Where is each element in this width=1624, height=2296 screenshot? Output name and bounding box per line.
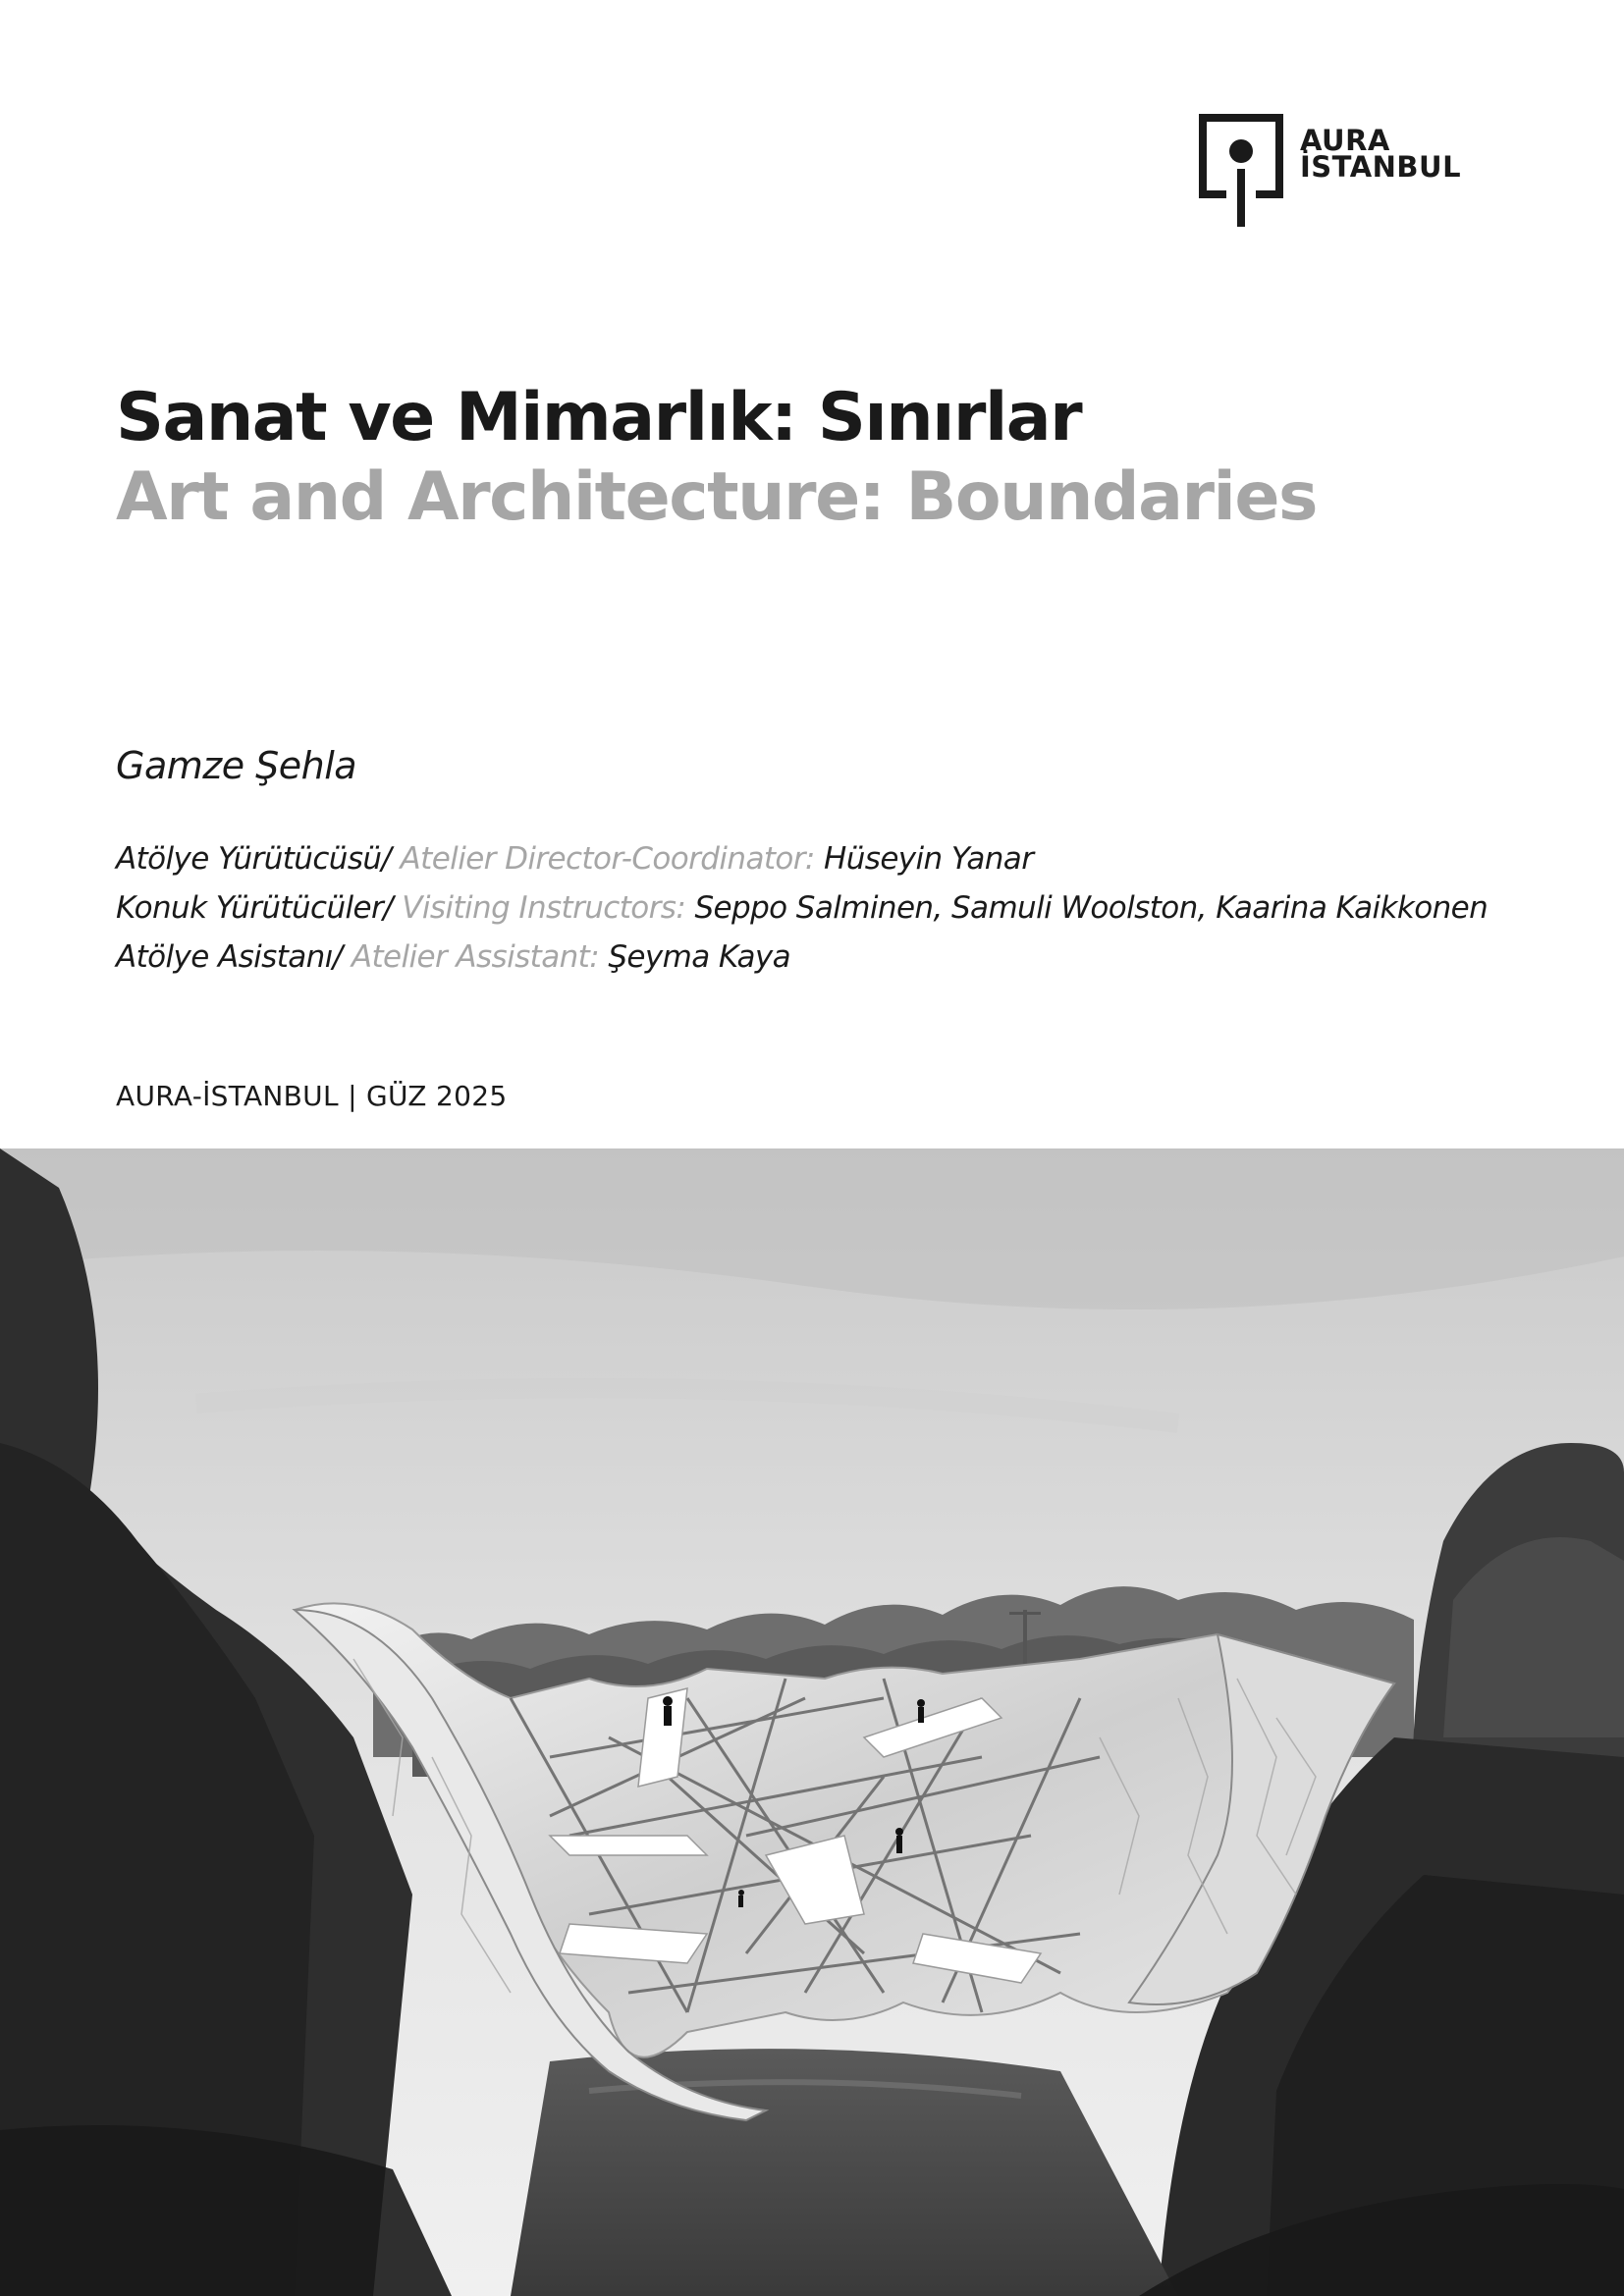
logo-mark-icon — [1199, 114, 1283, 227]
publisher-season: AURA-İSTANBUL | GÜZ 2025 — [116, 1080, 508, 1112]
cover-photo — [0, 1148, 1624, 2296]
credit-role-en: Visiting Instructors: — [402, 890, 686, 926]
logo-wordmark — [1300, 124, 1462, 184]
author-name: Gamze Şehla — [116, 744, 357, 787]
title-turkish: Sanat ve Mimarlık: Sınırlar — [116, 379, 1082, 456]
credits-block — [116, 834, 1488, 982]
credit-names: Hüseyin Yanar — [824, 841, 1034, 877]
credit-names: Şeyma Kaya — [608, 939, 791, 975]
credit-row-assistant — [116, 933, 1488, 982]
credit-role-tr: Atölye Asistanı/ — [116, 939, 343, 975]
logo-line-1: AURA — [1300, 124, 1390, 157]
credit-role-en: Atelier Assistant: — [351, 939, 600, 975]
credit-role-en: Atelier Director-Coordinator: — [400, 841, 815, 877]
credit-role-tr: Konuk Yürütücüler/ — [116, 890, 393, 926]
credit-role-tr: Atölye Yürütücüsü/ — [116, 841, 392, 877]
credit-names: Seppo Salminen, Samuli Woolston, Kaarina Kaikkonen — [694, 890, 1489, 926]
aura-istanbul-logo — [1199, 114, 1513, 227]
landscape-installation-image — [0, 1148, 1624, 2296]
credit-row-visiting — [116, 883, 1488, 933]
credit-row-director — [116, 834, 1488, 883]
logo-line-2: İSTANBUL — [1300, 150, 1462, 184]
title-english: Art and Architecture: Boundaries — [116, 458, 1317, 536]
